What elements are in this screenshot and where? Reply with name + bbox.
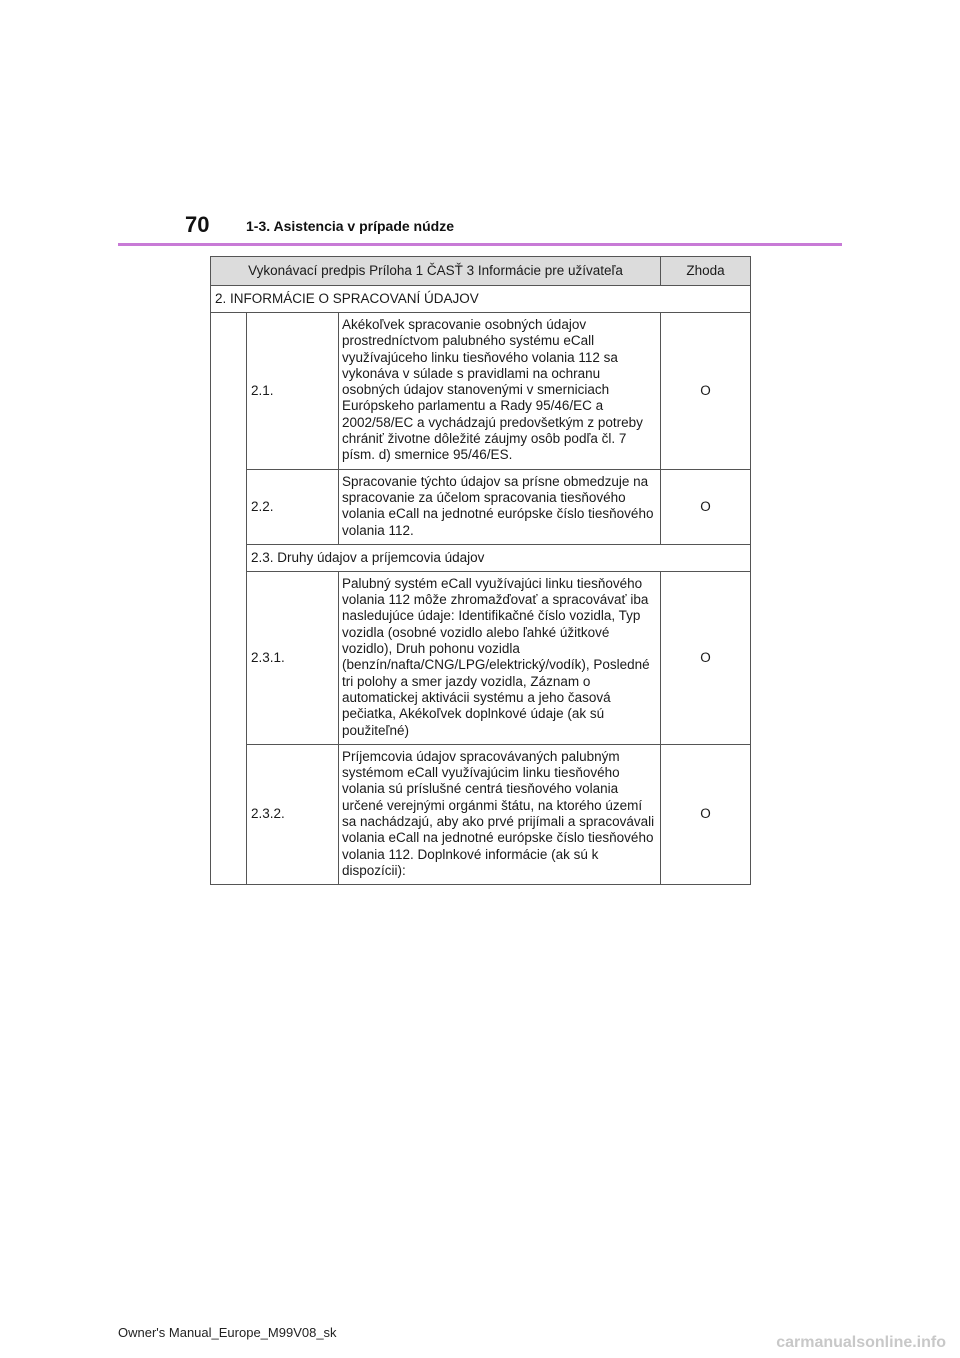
compliance-mark: O [661, 313, 751, 470]
clause-number: 2.1. [247, 313, 339, 470]
section-heading-2: 2. INFORMÁCIE O SPRACOVANÍ ÚDAJOV [211, 286, 751, 313]
table-row [211, 313, 751, 470]
clause-number: 2.3.1. [247, 571, 339, 744]
section-row [211, 286, 751, 313]
column-header-requirement: Vykonávací predpis Príloha 1 ČASŤ 3 Informácie pre užívateľa [211, 257, 661, 286]
compliance-mark: O [661, 469, 751, 544]
clause-text: Príjemcovia údajov spracovávaných palubným systémom eCall využívajúcim linku tiesňového volania sú príslušné centrá tiesňového volania určené verejnými orgánmi štátu, na ktorého území sa nachádzajú, aby ako prvé prijímali a spracovávali volania eCall na jednotné európske číslo tiesňového volania 112. Doplnkové informácie (ak sú k dispozícii): [339, 744, 661, 884]
clause-text: Akékoľvek spracovanie osobných údajov prostredníctvom palubného systému eCall využívajúceho linku tiesňového volania 112 sa vykonáva v súlade s pravidlami na ochranu osobných údajov stanovenými v smerniciach Európskeho parlamentu a Rady 95/46/EC a 2002/58/EC a vychádzajú predovšetkým z potreby chrániť životne dôležité záujmy osôb podľa čl. 7 písm. d) smernice 95/46/ES. [339, 313, 661, 470]
indent-cell [211, 313, 247, 885]
compliance-table [210, 256, 751, 885]
clause-number: 2.3.2. [247, 744, 339, 884]
column-header-compliance: Zhoda [661, 257, 751, 286]
header-rule [118, 243, 842, 246]
clause-text: Spracovanie týchto údajov sa prísne obmedzuje na spracovanie za účelom spracovania tiesňového volania eCall na jednotné európske číslo tiesňového volania 112. [339, 469, 661, 544]
table-row [211, 469, 751, 544]
manual-footer: Owner's Manual_Europe_M99V08_sk [118, 1325, 337, 1340]
section-heading-2-3: 2.3. Druhy údajov a príjemcovia údajov [247, 544, 751, 571]
compliance-mark: O [661, 744, 751, 884]
watermark-text: carmanualsonline.info [776, 1334, 946, 1351]
table-row [211, 571, 751, 744]
clause-text: Palubný systém eCall využívajúci linku tiesňového volania 112 môže zhromažďovať a spracovávať iba nasledujúce údaje: Identifikačné číslo vozidla, Typ vozidla (osobné vozidlo alebo ľahké úžitkové vozidlo), Druh pohonu vozidla (benzín/nafta/CNG/LPG/elektrický/vodík), Posledné tri polohy a smer jazdy vozidla, Záznam o automatickej aktivácii systému a jeho časová pečiatka, Akékoľvek doplnkové údaje (ak sú použiteľné) [339, 571, 661, 744]
section-title: 1-3. Asistencia v prípade núdze [246, 218, 454, 234]
page-number: 70 [185, 212, 210, 237]
clause-number: 2.2. [247, 469, 339, 544]
table-header-row [211, 257, 751, 286]
table-row [211, 744, 751, 884]
compliance-mark: O [661, 571, 751, 744]
section-row [211, 544, 751, 571]
